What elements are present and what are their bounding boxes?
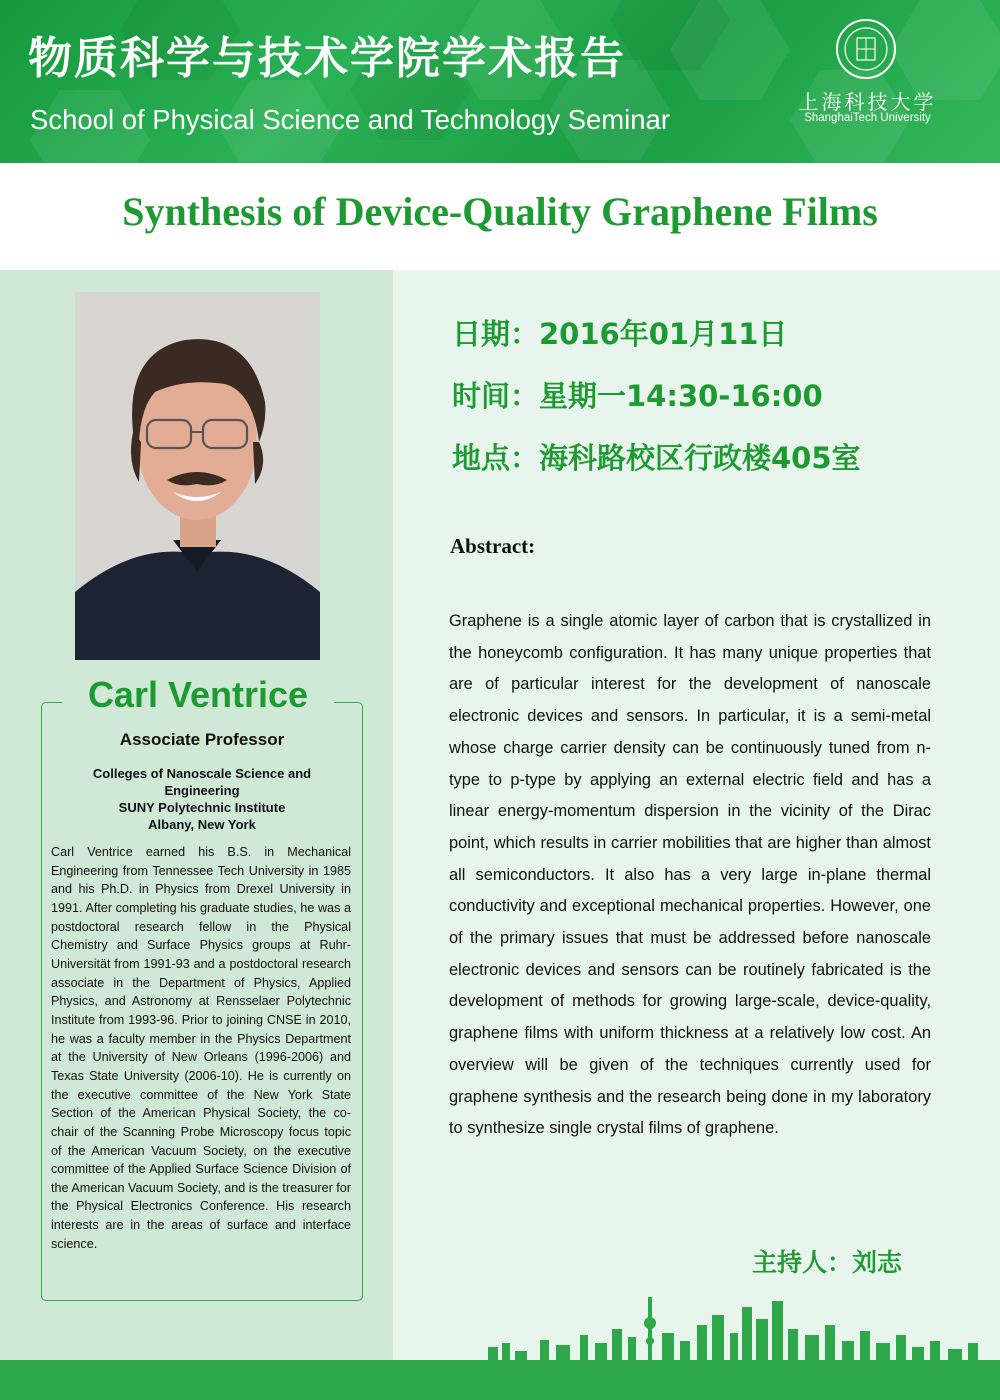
host-name: 主持人：刘志	[752, 1248, 903, 1277]
speaker-affiliation	[60, 765, 344, 833]
event-time: 时间：星期一14:30-16:00	[452, 379, 823, 413]
abstract-text: Graphene is a single atomic layer of carbon that is crystallized in the honeycomb configuration. It has many unique properties that are of particular interest for the development of nanoscale electronic devices and sensors. In particular, it is a semi-metal whose charge carrier density can be continuously tuned from n-type to p-type by applying an external electric field and has a linear energy-momentum dispersion in the vicinity of the Dirac point, which results in carrier mobilities that are higher than almost all semiconductors. It also has a very large in-plane thermal conductivity and exceptional mechanical properties. However, one of the primary issues that must be addressed before nanoscale electronic devices and sensors can be routinely fabricated is the development of methods for growing large-scale, device-quality, graphene films with uniform thickness at a relatively low cost. An overview will be given of the techniques currently used for graphene synthesis and the research being done in my laboratory to synthesize single crystal films of graphene.	[449, 612, 931, 1138]
speaker-name: Carl Ventrice	[62, 674, 334, 716]
abstract-label: Abstract:	[450, 534, 536, 558]
event-date: 日期：2016年01月11日	[452, 317, 788, 351]
university-seal-icon	[835, 18, 897, 80]
logo-text-cn: 上海科技大学	[798, 90, 937, 114]
affiliation-line: Engineering	[164, 783, 240, 798]
talk-title: Synthesis of Device-Quality Graphene Films	[122, 189, 878, 234]
header-banner	[0, 0, 1000, 163]
header-title-en: School of Physical Science and Technology Seminar	[30, 104, 671, 135]
city-skyline-icon	[0, 1285, 1000, 1400]
speaker-photo	[75, 292, 320, 660]
speaker-bio: Carl Ventrice earned his B.S. in Mechanical Engineering from Tennessee Tech University in 1985 and his Ph.D. in Physics from Drexel University in 1991. After completing his graduate studies, he was a postdoctoral research fellow in the Physical Chemistry and Surface Physics groups at Ruhr-Universität from 1991-93 and a postdoctoral research associate in the Department of Physics, Applied Physics, and Astronomy at Rensselaer Polytechnic Institute from 1993-96. Prior to joining CNSE in 2010, he was a faculty member in the Physics Department at the University of New Orleans (1996-2006) and Texas State University (2006-10). He is currently on the executive committee of the New York State Section of the American Physical Society, the co-chair of the Scanning Probe Microscopy focus topic of the American Vacuum Society, on the executive committee of the Applied Surface Science Division of the American Vacuum Society, and is the treasurer for the Physical Electronics Conference. His research interests are in the areas of surface and interface science.	[51, 845, 351, 1251]
affiliation-line: Colleges of Nanoscale Science and	[92, 766, 312, 781]
event-location: 地点：海科路校区行政楼405室	[452, 441, 861, 475]
affiliation-line: Albany, New York	[148, 817, 256, 832]
logo-text-en: ShanghaiTech University	[804, 112, 931, 124]
header-title-cn: 物质科学与技术学院学术报告	[28, 33, 626, 84]
speaker-position: Associate Professor	[119, 730, 285, 749]
affiliation-line: SUNY Polytechnic Institute	[118, 800, 286, 815]
